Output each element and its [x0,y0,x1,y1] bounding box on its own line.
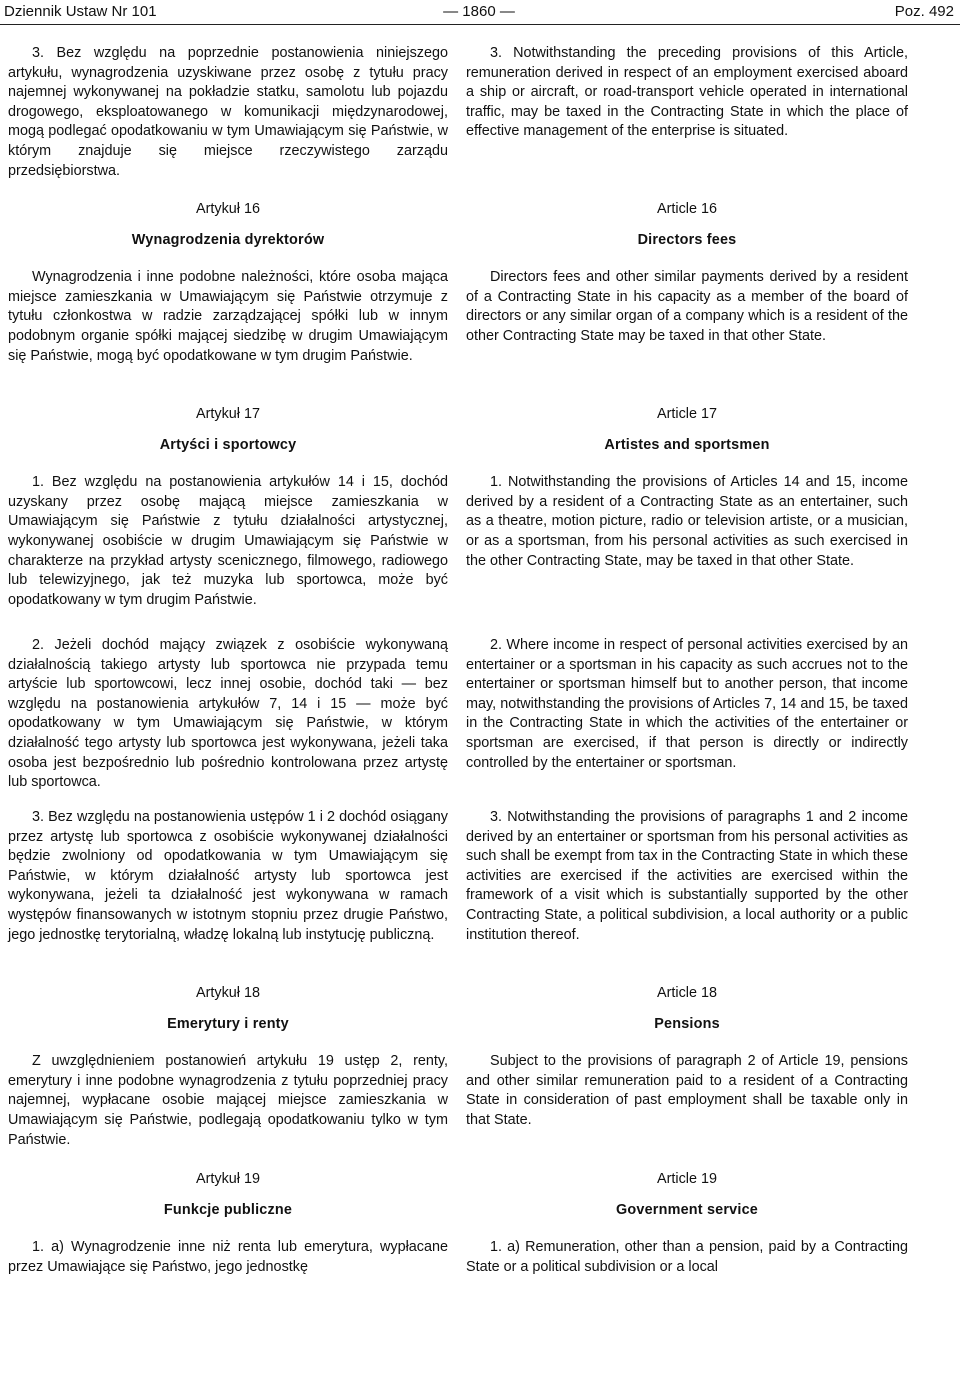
pl-art17-paragraph-1: 1. Bez względu na postanowienia artykułów 14 i 15, dochód uzyskany przez osobę mającą miejsce zamieszkania w Umawiającym się Państwie z tytułu działalności artystycznej, wykonywanej osobiście w drugim Umawiającym się Państwie w charakterze na przykład artysty scenicznego, filmowego, radiowego lub telewizyjnego, jak też muzyka lub sportowca, może być opodatkowany w tym drugim Państwie. [8,474,448,608]
en-art17-title: Artistes and sportsmen [604,436,770,453]
pl-art19-paragraph-1: 1. a) Wynagrodzenie inne niż renta lub emerytura, wypłacane przez Umawiające się Państwo, jego jednostkę [8,1239,448,1275]
pl-art17-number: Artykuł 17 [196,406,260,422]
en-art19-title: Government service [616,1201,758,1218]
en-art15-paragraph-3: 3. Notwithstanding the preceding provisions of this Article, remuneration derived in respect of an employment exercised aboard a ship or aircraft, or road-transport vehicle operated in international traffic, may be taxed in the Contracting State in which the place of effective management of the enterprise is situated. [466,45,908,140]
pl-art18-number: Artykuł 18 [196,985,260,1001]
pl-art17 [8,405,448,610]
pl-art19-number: Artykuł 19 [196,1171,260,1187]
en-art17-number: Article 17 [657,406,717,422]
pl-art16-number: Artykuł 16 [196,201,260,217]
pl-art17-title: Artyści i sportowcy [159,436,297,453]
en-art17 [466,405,908,571]
en-art19 [466,1170,908,1277]
en-art19-number: Article 19 [657,1171,717,1187]
pl-art16-title: Wynagrodzenia dyrektorów [131,231,325,248]
en-art18-text: Subject to the provisions of paragraph 2 of Article 19, pensions and other similar remuneration paid to a resident of a Contracting State in consideration of past employment shall be taxable only in that State. [466,1053,908,1128]
en-art16-number: Article 16 [657,201,717,217]
header-rule [0,24,960,25]
en-art17-paragraph-2: 2. Where income in respect of personal activities exercised by an entertainer or a sportsman in his capacity as such accrues not to the entertainer or sportsman himself but to another person, that income may, notwithstanding the provisions of Articles 7, 14 and 15, be taxed in the Contracting State in which the activities of the entertainer or sportsman are exercised, if that person is directly or indirectly controlled by the entertainer or sportsman. [466,637,908,771]
pl-art16-text: Wynagrodzenia i inne podobne należności, które osoba mająca miejsce zamieszkania w Umawiającym się Państwie otrzymuje z tytułu członkostwa w radzie zarządzającej spółki lub w innym podobnym organie spółki mającej siedzibę w drugim Umawiającym się Państwie, mogą być opodatkowane w tym drugim Państwie. [8,269,448,364]
en-art18-title: Pensions [654,1015,720,1032]
pl-art19-title: Funkcje publiczne [163,1201,293,1218]
en-art17-paragraph-3: 3. Notwithstanding the provisions of paragraphs 1 and 2 income derived by an entertainer or sportsman from his personal activities as such shall be exempt from tax in the Contracting State in which these activities are exercised if the activities are exercised within the framework of a visit which is substantially supported by the other Contracting State, a political subdivision, a local authority or a public institution thereof. [466,809,908,943]
en-art18-number: Article 18 [657,985,717,1001]
en-art19-paragraph-1: 1. a) Remuneration, other than a pension, paid by a Contracting State or a political subdivision or a local [466,1239,908,1275]
position-number: Poz. 492 [894,3,954,20]
pl-art18-title: Emerytury i renty [167,1015,289,1032]
en-art18 [466,984,908,1131]
page-header [4,2,954,24]
pl-art18 [8,984,448,1150]
pl-art17-paragraph-2: 2. Jeżeli dochód mający związek z osobiście wykonywaną działalnością takiego artysty lub sportowca nie przypada temu artyście lub sportowcowi, lecz innej osobie, dochód taki — bez względu na postanowienia artykułów 7, 14 i 15 — może być opodatkowany w tym Umawiającym się Państwie, w którym działalność tego artysty lub sportowca jest wykonywana, jeżeli taka osoba jest bezpośrednio lub pośrednio kontrolowana przez artystę lub sportowca. [8,637,448,791]
en-art17-paragraph-1: 1. Notwithstanding the provisions of Articles 14 and 15, income derived by a resident of a Contracting State as an entertainer, such as a theatre, motion picture, radio or television artiste, or a musician, or as a sportsman, from his personal activities as such exercised in the other Contracting State, may be taxed in that other State. [466,474,908,569]
page-number: — 1860 — [443,3,515,20]
pl-art16 [8,200,448,366]
en-art16-text: Directors fees and other similar payments derived by a resident of a Contracting State in his capacity as a member of the board of directors or any similar organ of a company which is a resident of the other Contracting State may be taxed in that other State. [466,269,908,344]
pl-art18-text: Z uwzględnieniem postanowień artykułu 19 ustęp 2, renty, emerytury i inne podobne wynagrodzenia z tytułu poprzedniej pracy najemnej, wypłacane osobie mającej miejsce zamieszkania w Umawiającym się Państwie, podlegają opodatkowaniu tylko w tym Państwie. [8,1053,448,1148]
pl-art17-paragraph-3: 3. Bez względu na postanowienia ustępów 1 i 2 dochód osiągany przez artystę lub sportowca z osobiście wykonywanej działalności będzie zwolniony od opodatkowania w tym Umawiającym się Państwie, w którym działalność artysty lub sportowca jest wykonywana, jeżeli ta działalność jest wykonywana w ramach występów finansowanych w istotnym stopniu przez drugie Państwo, jego jednostkę terytorialną, władzę lokalną lub instytucję publiczną. [8,809,448,943]
pl-art15-paragraph-3: 3. Bez względu na poprzednie postanowienia niniejszego artykułu, wynagrodzenia uzyskiwane przez osobę z tytułu pracy najemnej wykonywanej na pokładzie statku, samolotu lub pojazdu drogowego, eksploatowanego w komunikacji międzynarodowej, mogą podlegać opodatkowaniu w tym Umawiającym się Państwie, w którym znajduje się miejsce rzeczywistego zarządu przedsiębiorstwa. [8,45,448,179]
en-art16-title: Directors fees [637,231,737,248]
journal-name: Dziennik Ustaw Nr 101 [4,3,157,20]
en-art16 [466,200,908,347]
pl-art19 [8,1170,448,1277]
